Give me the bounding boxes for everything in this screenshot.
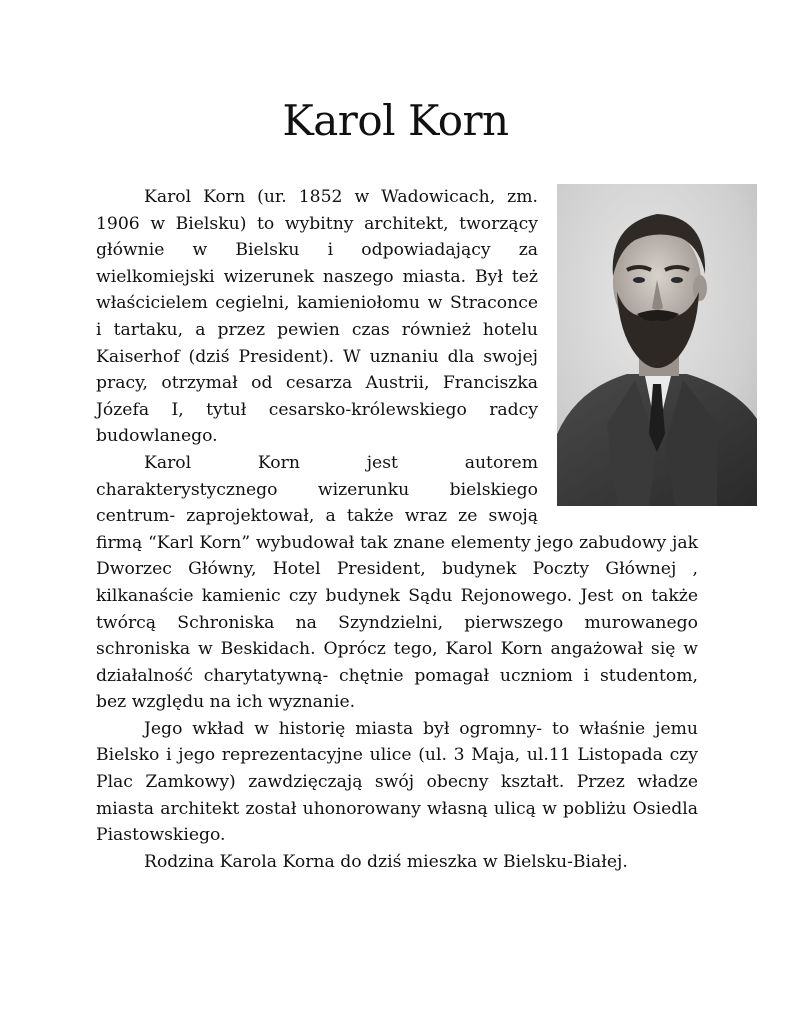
paragraph-1: Karol Korn (ur. 1852 w Wadowicach, zm. 1906 w Bielsku) to wybitny architekt, tworzący głównie w Bielsku i odpowiadający za wielkomiejski wizerunek naszego miasta. Był też właścicielem cegielni, kamieniołomu w Straconce i tartaku, a przez pewien czas również hotelu Kaiserhof (dziś President). W uznaniu dla swojej pracy, otrzymał od cesarza Austrii, Franciszka Józefa I, tytuł cesarsko-królewskiego radcy budowlanego. bbox=[96, 187, 538, 447]
paragraph-2: Karol Korn jest autorem charakterystycznego wizerunku bielskiego centrum- zaprojektował, a także wraz ze swoją firmą “Karl Korn” wybudował tak znane elementy jego zabudowy jak Dworzec Główny, Hotel President, budynek Poczty Głównej , kilkanaście kamienic czy budynek Sądu Rejonowego. Jest on także twórcą Schroniska na Szyndzielni, pierwszego murowanego schroniska w Beskidach. Oprócz tego, Karol Korn angażował się w działalność charytatywną- chętnie pomagał uczniom i studentom, bez względu na ich wyznanie. bbox=[96, 452, 698, 713]
article-body bbox=[96, 184, 698, 875]
paragraph-4: Rodzina Karola Korna do dziś mieszka w Bielsku-Białej. bbox=[144, 851, 628, 872]
paragraph-3: Jego wkład w historię miasta był ogromny- to właśnie jemu Bielsko i jego reprezentacyjne ulice (ul. 3 Maja, ul.11 Listopada czy Plac Zamkowy) zawdzięczają swój obecny kształt. Przez władze miasta architekt został uhonorowany własną ulicą w pobliżu Osiedla Piastowskiego. bbox=[96, 718, 698, 846]
page-title: Karol Korn bbox=[282, 96, 509, 145]
image-wrap-spacer bbox=[548, 184, 698, 524]
